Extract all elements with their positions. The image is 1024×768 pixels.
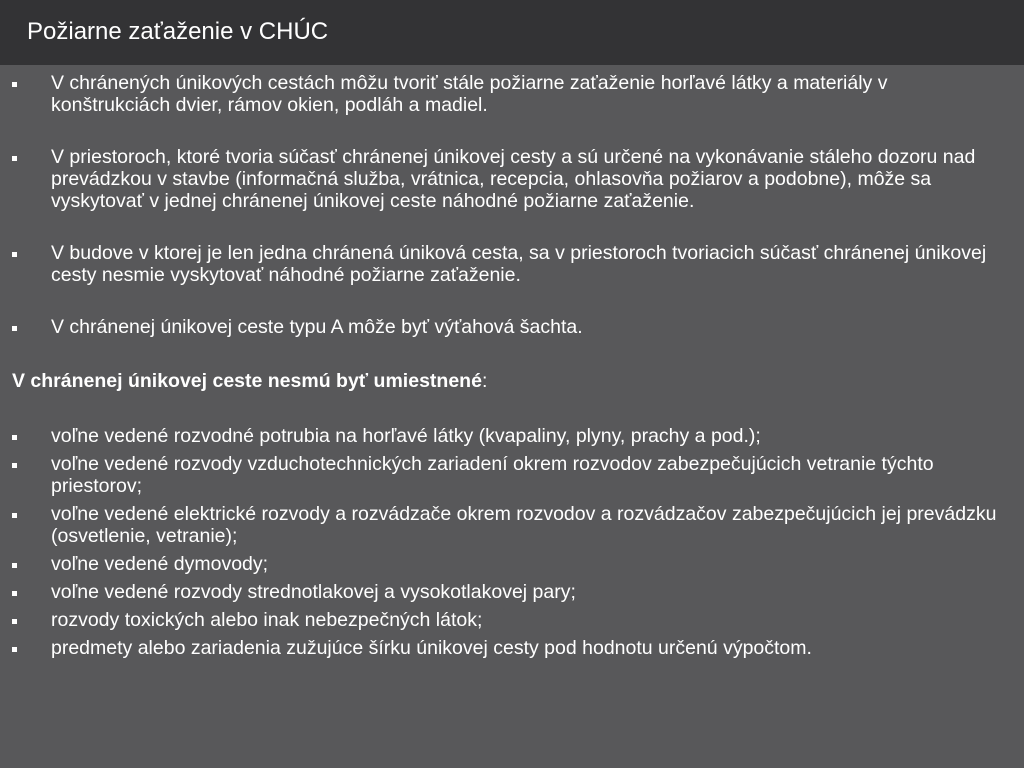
square-bullet-icon xyxy=(12,435,17,440)
square-bullet-icon xyxy=(12,326,17,331)
paragraph-item xyxy=(0,242,1024,286)
title-bar xyxy=(0,0,1024,65)
restriction-item xyxy=(0,453,1024,497)
restriction-item xyxy=(0,503,1024,547)
square-bullet-icon xyxy=(12,82,17,87)
paragraph-item xyxy=(0,146,1024,212)
restriction-item xyxy=(0,609,1024,631)
square-bullet-icon xyxy=(12,252,17,257)
restriction-item xyxy=(0,581,1024,603)
paragraph-text: V chránených únikových cestách môžu tvoriť stále požiarne zaťaženie horľavé látky a materiály v konštrukciách dvier, rámov okien, podláh a madiel. xyxy=(51,72,888,116)
paragraph-list xyxy=(0,72,1024,338)
restriction-text: voľne vedené rozvody strednotlakovej a vysokotlakovej pary; xyxy=(51,581,576,603)
restriction-text: voľne vedené rozvody vzduchotechnických zariadení okrem rozvodov zabezpečujúcich vetranie týchto priestorov; xyxy=(51,453,934,497)
square-bullet-icon xyxy=(12,591,17,596)
square-bullet-icon xyxy=(12,156,17,161)
square-bullet-icon xyxy=(12,463,17,468)
slide-title: Požiarne zaťaženie v CHÚC xyxy=(27,18,329,45)
restriction-text: rozvody toxických alebo inak nebezpečných látok; xyxy=(51,609,483,631)
square-bullet-icon xyxy=(12,619,17,624)
restrictions-heading-suffix: : xyxy=(481,370,488,392)
restriction-item xyxy=(0,425,1024,447)
paragraph-text: V budove v ktorej je len jedna chránená úniková cesta, sa v priestoroch tvoriacich súčasť chránenej únikovej cesty nesmie vyskytovať náhodné požiarne zaťaženie. xyxy=(51,242,987,286)
paragraph-text: V priestoroch, ktoré tvoria súčasť chránenej únikovej cesty a sú určené na vykonávanie stáleho dozoru nad prevádzkou v stavbe (informačná služba, vrátnica, recepcia, ohlasovňa požiarov a podobne), môže sa vyskytovať v jednej chránenej únikovej ceste náhodné požiarne zaťaženie. xyxy=(51,146,976,212)
restriction-text: voľne vedené rozvodné potrubia na horľavé látky (kvapaliny, plyny, prachy a pod.); xyxy=(51,425,761,447)
restriction-text: predmety alebo zariadenia zužujúce šírku únikovej cesty pod hodnotu určenú výpočtom. xyxy=(51,637,812,659)
restrictions-heading xyxy=(12,370,1024,392)
paragraph-item xyxy=(0,72,1024,116)
square-bullet-icon xyxy=(12,513,17,518)
square-bullet-icon xyxy=(12,563,17,568)
restriction-text: voľne vedené elektrické rozvody a rozvádzače okrem rozvodov a rozvádzačov zabezpečujúcich jej prevádzku (osvetlenie, vetranie); xyxy=(51,503,997,547)
slide-content xyxy=(0,72,1024,659)
paragraph-text: V chránenej únikovej ceste typu A môže byť výťahová šachta. xyxy=(51,316,583,338)
restriction-text: voľne vedené dymovody; xyxy=(51,553,269,575)
restrictions-heading-bold: V chránenej únikovej ceste nesmú byť umiestnené xyxy=(12,370,482,392)
restriction-item xyxy=(0,637,1024,659)
restrictions-list xyxy=(0,425,1024,659)
restriction-item xyxy=(0,553,1024,575)
paragraph-item xyxy=(0,316,1024,338)
square-bullet-icon xyxy=(12,647,17,652)
